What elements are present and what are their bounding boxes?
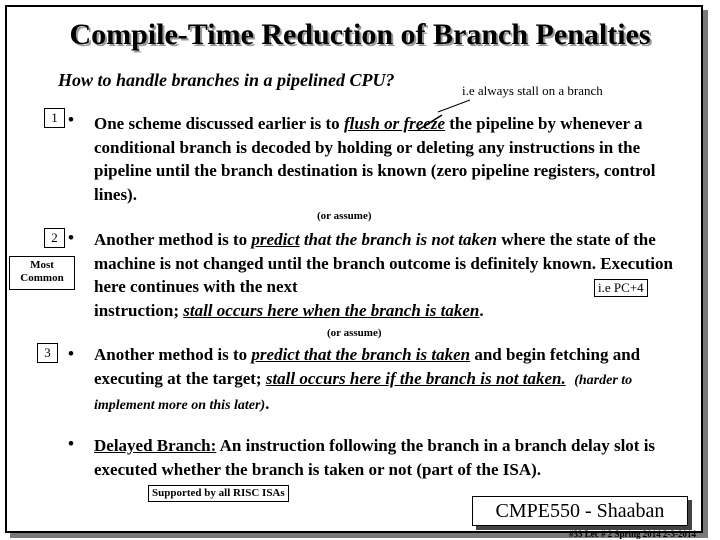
most-common-tag: Most Common — [9, 256, 75, 290]
item-3-end: . — [265, 394, 270, 413]
bullet-3: • — [68, 344, 74, 363]
bullet-2: • — [68, 228, 74, 247]
item-1-emphasis: flush or freeze — [343, 114, 445, 133]
item-2-instruction: instruction; — [94, 300, 184, 320]
stall-note: i.e always stall on a branch — [462, 83, 603, 98]
bullet-4: • — [68, 434, 74, 453]
bullet-1: • — [68, 110, 74, 129]
item-4-delayed-branch: Delayed Branch: — [94, 436, 217, 455]
item-2-text — [94, 228, 694, 322]
supported-isa-note: Supported by all RISC ISAs — [148, 485, 289, 502]
item-2-body: where the state of the machine is not changed until the branch outcome is definitely known. Execution here continues with the next — [94, 230, 673, 296]
or-assume-note-1: (or assume) — [317, 210, 372, 222]
item-3-body: and begin fetching and executing at the target; — [94, 345, 641, 388]
item-number-3: 3 — [37, 343, 58, 363]
item-1-rest: the pipeline by whenever a conditional branch is decoded by holding or deleting any instructions in the pipeline until the branch destination is known (zero pipeline registers, control lines). — [94, 114, 656, 204]
course-footer: CMPE550 - Shaaban — [472, 496, 688, 526]
item-1-text — [94, 112, 694, 206]
item-4-text — [94, 434, 694, 481]
callout-line-1 — [438, 100, 470, 112]
or-assume-note-2: (or assume) — [327, 327, 382, 339]
item-number-2: 2 — [44, 228, 65, 248]
item-3-stall: stall occurs here if the branch is not taken. — [265, 368, 566, 388]
pc-plus-4-note: i.e PC+4 — [594, 279, 648, 297]
item-2-end: . — [479, 300, 484, 320]
item-3-text — [94, 343, 694, 418]
lecture-info: #33 Lec # 2 Spring 2014 2-3-2014 — [569, 529, 696, 539]
item-1-lead: One scheme discussed earlier is to — [94, 114, 344, 133]
item-3-lead: Another method is to — [94, 345, 252, 364]
item-2-stall: stall occurs here when the branch is taken — [183, 300, 480, 320]
item-3-predict: predict that the branch is taken — [251, 345, 471, 364]
item-2-lead: Another method is to — [94, 230, 252, 249]
item-4-body: An instruction following the branch in a branch delay slot is executed whether the branch is taken or not (part of the ISA). — [94, 436, 656, 479]
slide-title: Compile-Time Reduction of Branch Penalties — [69, 18, 651, 51]
item-2-not-taken: that the branch is not taken — [299, 230, 498, 249]
item-3-harder-note: (harder to implement more on this later) — [94, 372, 633, 413]
item-number-1: 1 — [44, 108, 65, 128]
slide-subtitle: How to handle branches in a pipelined CPU? — [58, 70, 395, 90]
item-2-predict: predict — [251, 230, 300, 249]
